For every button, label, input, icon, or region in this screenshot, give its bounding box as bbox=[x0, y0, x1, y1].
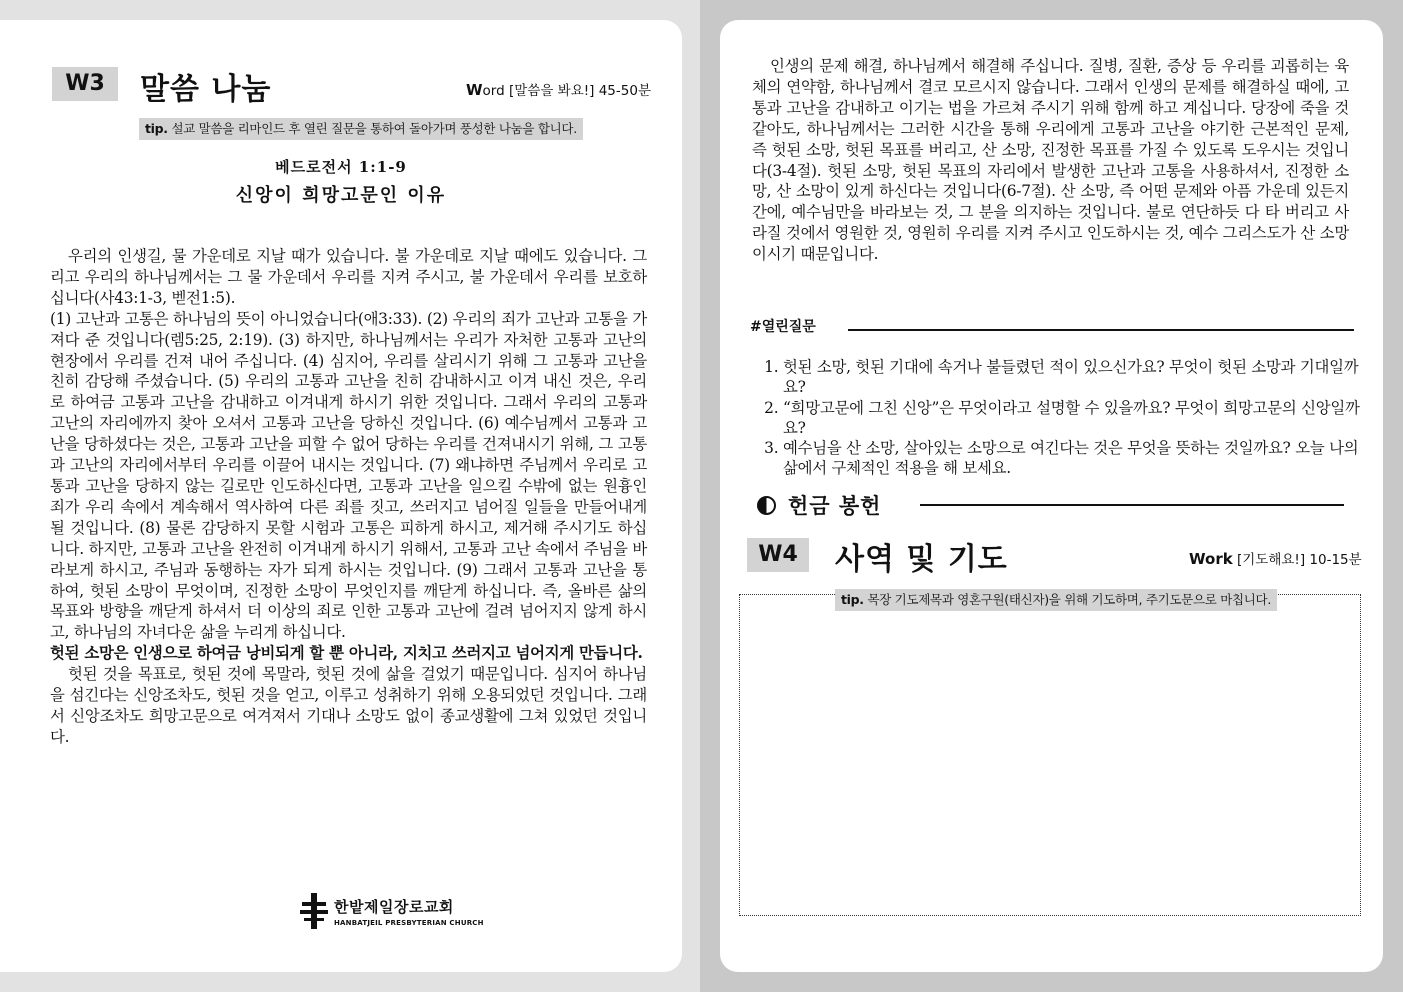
sermon-paragraph-1: 우리의 인생길, 물 가운데로 지날 때가 있습니다. 불 가운데로 지날 때에도 있습니다. 그리고 우리의 하나님께서는 그 물 가운데서 우리를 지켜 주시고, 불 가운데서 우리를 보호하십니다(사43:1-3, 벧전1:5). bbox=[50, 247, 647, 307]
w3-badge: W3 bbox=[52, 67, 118, 101]
work-rest: [기도해요!] 10-15분 bbox=[1232, 552, 1362, 568]
offering-rule bbox=[920, 504, 1344, 506]
tip-label: tip. bbox=[841, 592, 864, 607]
question-item: 3. 예수님을 산 소망, 살아있는 소망으로 여긴다는 것은 무엇을 뜻하는 것일까요? 오늘 나의 삶에서 구체적인 적용을 해 보세요. bbox=[783, 438, 1373, 479]
w3-tip bbox=[139, 118, 583, 140]
church-name-english: HANBATJEIL PRESBYTERIAN CHURCH bbox=[334, 918, 484, 927]
word-lead: W bbox=[466, 81, 483, 99]
w4-tip bbox=[835, 589, 1277, 611]
sermon-title: 신앙이 희망고문인 이유 bbox=[235, 185, 447, 206]
work-time-label bbox=[1189, 548, 1362, 568]
open-questions-rule bbox=[848, 329, 1354, 331]
open-questions-heading: #열린질문 bbox=[750, 319, 816, 335]
open-questions-list bbox=[755, 357, 1373, 479]
church-logo bbox=[300, 893, 484, 929]
question-item: 2. “희망고문에 그친 신앙”은 무엇이라고 설명할 수 있을까요? 무엇이 희망고문의 신앙일까요? bbox=[783, 398, 1373, 439]
scripture-block bbox=[0, 156, 682, 207]
sermon-body bbox=[50, 246, 647, 748]
w4-badge: W4 bbox=[747, 538, 809, 572]
tip-text: 설교 말씀을 리마인드 후 열린 질문을 통하여 돌아가며 풍성한 나눔을 합니다. bbox=[167, 121, 577, 136]
half-circle-icon bbox=[757, 496, 776, 515]
section-title-w4: 사역 및 기도 bbox=[835, 542, 1008, 577]
tip-text: 목장 기도제목과 영혼구원(태신자)을 위해 기도하며, 주기도문으로 마칩니다. bbox=[863, 592, 1272, 607]
right-body bbox=[752, 56, 1349, 265]
work-lead: Work bbox=[1189, 550, 1233, 568]
question-item: 1. 헛된 소망, 헛된 기대에 속거나 불들렸던 적이 있으신가요? 무엇이 헛된 소망과 기대일까요? bbox=[783, 357, 1373, 398]
sermon-paragraph-3: 헛된 것을 목표로, 헛된 것에 목말라, 헛된 것에 삶을 걸었기 때문입니다. 심지어 하나님을 섬긴다는 신앙조차도, 헛된 것을 얻고, 이루고 성취하기 위해 오용되었던 것입니다. 그래서 신앙조차도 희망고문으로 여겨져서 기대나 소망도 없이 종교생활에 그쳐 있었던 것입니다. bbox=[50, 665, 647, 746]
church-name-korean: 한밭제일장로교회 bbox=[334, 897, 454, 916]
tip-label: tip. bbox=[145, 121, 168, 136]
offering-heading bbox=[757, 490, 881, 520]
word-time-label bbox=[466, 79, 651, 99]
right-paragraph: 인생의 문제 해결, 하나님께서 해결해 주십니다. 질병, 질환, 증상 등 우리를 괴롭히는 육체의 연약함, 하나님께서 결코 모르시지 않습니다. 그래서 인생의 문제를 해결하실 때에, 고통과 고난을 감내하고 이기는 법을 가르쳐 주시기 위해 함께 하고 계십니다. 당장에 죽을 것 같아도, 하나님께서는 그러한 시간을 통해 우리에게 고통과 고난을 야기한 근본적인 문제, 즉 헛된 소망, 헛된 목표를 버리고, 산 소망, 진정한 목표를 가질 수 있도록 도우시는 것입니다(3-4절). 헛된 소망, 헛된 목표의 자리에서 발생한 고난과 고통을 사용하셔서, 진정한 소망, 산 소망이 있게 하신다는 것입니다(6-7절). 산 소망, 즉 어떤 문제와 아픔 가운데 있든지 간에, 예수님만을 바라보는 것, 그 분을 의지하는 것입니다. 불로 연단하듯 다 타 버리고 사라질 것에서 영원한 것, 영원히 우리를 지켜 주시고 인도하시는 것, 예수 그리스도가 산 소망이시기 때문입니다. bbox=[752, 57, 1349, 264]
scripture-reference: 베드로전서 1:1-9 bbox=[275, 158, 407, 176]
church-cross-icon bbox=[300, 893, 328, 929]
word-rest: ord [말씀을 봐요!] 45-50분 bbox=[482, 83, 651, 99]
sermon-paragraph-2: (1) 고난과 고통은 하나님의 뜻이 아니었습니다(애3:33). (2) 우리의 죄가 고난과 고통을 가져다 준 것입니다(렘5:25, 2:19). (3) 하지만, 하나님께서는 우리가 자처한 고통과 고난의 현장에서 우리를 건져 내어 주십니다. (4) 심지어, 우리를 살리시기 위해 그 고통과 고난을 친히 감당해 주셨습니다. (5) 우리의 고통과 고난을 친히 감내하시고 이겨 내신 것은, 우리로 하여금 고통과 고난을 감내하고 이겨내게 하시기 위한 것입니다. 그래서 우리의 고통과 고난의 자리에까지 찾아 오셔서 고통과 고난을 당하신 것입니다. (6) 예수님께서 고통과 고난을 당하셨다는 것은, 고통과 고난을 피할 수 없어 당하는 우리를 건져내시기 위해, 그 고통과 고난의 자리에서부터 우리를 이끌어 내시는 것입니다. (7) 왜냐하면 주님께서 우리로 고통과 고난을 당하지 않는 길로만 인도하신다면, 고통과 고난을 일으킬 수밖에 없는 원흉인 죄가 우리 속에서 계속해서 역사하여 다른 죄를 짓고, 쓰러지고 넘어질 일들을 만들어내게 될 것입니다. (8) 물론 감당하지 못할 시험과 고통은 피하게 하시고, 제거해 주시기도 하십니다. 하지만, 고통과 고난을 완전히 이겨내게 하시기 위해서, 고통과 고난 속에서 주님을 바라보게 하시고, 주님과 동행하는 자가 되게 하시는 것입니다. (9) 그래서 고통과 고난을 통하여, 헛된 소망이 무엇이며, 진정한 소망이 무엇인지를 깨닫게 하십니다. 즉, 올바른 삶의 목표와 방향을 깨닫게 하셔서 더 이상의 죄로 인한 고통과 고난에 걸려 넘어지지 않게 하시고, 하나님의 자녀다운 삶을 누리게 하십니다. bbox=[50, 309, 647, 642]
sermon-emphasis: 헛된 소망은 인생으로 하여금 낭비되게 할 뿐 아니라, 지치고 쓰러지고 넘어지게 만듭니다. bbox=[50, 644, 643, 663]
section-title-w3: 말씀 나눔 bbox=[140, 72, 272, 107]
offering-label: 헌금 봉헌 bbox=[788, 494, 882, 518]
prayer-notes-box[interactable] bbox=[739, 594, 1361, 916]
